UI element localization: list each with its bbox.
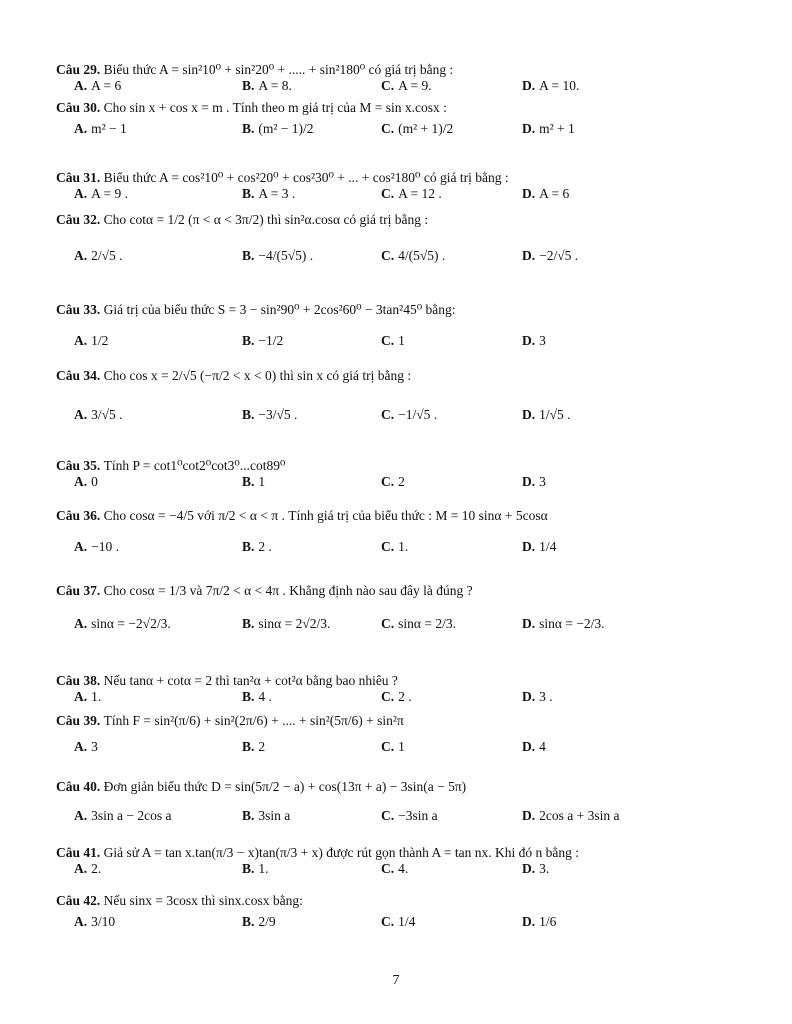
answer-option-a[interactable] [74,78,121,94]
option-text: 2 . [258,539,272,554]
option-text: 1. [258,861,269,876]
option-label: D. [522,539,536,554]
option-label: A. [74,407,88,422]
question-stem [56,713,746,729]
option-text: A = 3 . [258,186,296,201]
answer-option-c[interactable] [381,407,437,423]
answer-option-b[interactable] [242,78,292,94]
option-text: (m² + 1)/2 [398,121,454,136]
answer-option-b[interactable] [242,689,272,705]
answer-option-c[interactable] [381,248,445,264]
option-label: D. [522,474,536,489]
question-stem [56,508,746,524]
answer-option-b[interactable] [242,121,314,137]
option-label: C. [381,121,395,136]
option-text: A = 9. [398,78,432,93]
question-31 [56,170,746,204]
answer-option-c[interactable] [381,333,405,349]
option-label: A. [74,248,88,263]
answer-option-c[interactable] [381,78,432,94]
question-stem [56,779,746,795]
answer-option-b[interactable] [242,616,330,632]
option-label: B. [242,474,255,489]
question-number: Câu 35. [56,458,104,473]
answer-option-c[interactable] [381,186,442,202]
option-text: 3 [539,474,546,489]
question-stem [56,368,746,384]
option-text: A = 10. [539,78,580,93]
question-stem [56,845,746,861]
answer-option-c[interactable] [381,616,456,632]
question-number: Câu 33. [56,302,104,317]
answer-options [56,861,746,879]
option-text: 2 [398,474,405,489]
option-label: C. [381,689,395,704]
question-number: Câu 38. [56,673,104,688]
option-text: 1 [398,739,405,754]
option-text: sinα = −2√2/3. [91,616,171,631]
option-label: B. [242,689,255,704]
option-label: D. [522,248,536,263]
option-text: 3. [539,861,550,876]
option-label: D. [522,407,536,422]
answer-options [56,914,746,932]
option-label: A. [74,689,88,704]
question-number: Câu 34. [56,368,104,383]
option-text: m² + 1 [539,121,575,136]
option-text: 2cos a + 3sin a [539,808,620,823]
answer-option-c[interactable] [381,861,408,877]
option-text: 4 [539,739,546,754]
question-39 [56,713,746,757]
question-41 [56,845,746,879]
question-number: Câu 30. [56,100,104,115]
answer-option-d[interactable] [522,186,569,202]
question-text: Giả sử A = tan x.tan(π/3 − x)tan(π/3 + x) được rút gọn thành A = tan nx. Khi đó n bằng : [103,845,579,860]
answer-option-d[interactable] [522,333,546,349]
answer-option-d[interactable] [522,78,579,94]
answer-option-a[interactable] [74,333,108,349]
option-label: C. [381,186,395,201]
option-label: A. [74,861,88,876]
option-label: C. [381,808,395,823]
answer-option-b[interactable] [242,248,313,264]
option-label: D. [522,121,536,136]
option-label: C. [381,407,395,422]
answer-option-a[interactable] [74,914,115,930]
answer-option-a[interactable] [74,121,127,137]
answer-options [56,539,746,557]
answer-option-d[interactable] [522,861,549,877]
option-label: A. [74,186,88,201]
option-text: A = 12 . [398,186,442,201]
answer-option-d[interactable] [522,739,546,755]
question-38 [56,673,746,707]
answer-option-a[interactable] [74,861,101,877]
answer-option-a[interactable] [74,474,98,490]
option-text: −3/√5 . [258,407,298,422]
option-label: A. [74,121,88,136]
answer-option-a[interactable] [74,186,128,202]
option-label: A. [74,808,88,823]
question-stem [56,212,746,228]
answer-option-d[interactable] [522,914,556,930]
option-label: A. [74,333,88,348]
question-number: Câu 42. [56,893,104,908]
question-number: Câu 32. [56,212,104,227]
answer-options [56,186,746,204]
question-number: Câu 29. [56,62,104,77]
option-text: 1/4 [398,914,416,929]
option-text: 1/6 [539,914,557,929]
option-label: B. [242,616,255,631]
answer-option-d[interactable] [522,407,571,423]
question-text: Tính F = sin²(π/6) + sin²(2π/6) + .... + sin²(5π/6) + sin²π [103,713,404,728]
answer-option-a[interactable] [74,407,123,423]
option-text: (m² − 1)/2 [258,121,314,136]
question-stem [56,583,746,599]
question-text: Nếu tanα + cotα = 2 thì tan²α + cot²α bằng bao nhiêu ? [103,673,398,688]
question-text: Đơn giản biểu thức D = sin(5π/2 − a) + cos(13π + a) − 3sin(a − 5π) [103,779,467,794]
option-label: B. [242,248,255,263]
page-number: 7 [392,973,400,988]
answer-option-b[interactable] [242,333,283,349]
option-label: B. [242,739,255,754]
answer-option-d[interactable] [522,808,619,824]
option-text: m² − 1 [91,121,127,136]
option-text: 2. [91,861,102,876]
question-text: Cho sin x + cos x = m . Tính theo m giá trị của M = sin x.cosx : [103,100,447,115]
option-label: D. [522,186,536,201]
answer-options [56,808,746,826]
option-text: 3/√5 . [91,407,123,422]
option-text: 2 [258,739,266,754]
option-text: 4 . [258,689,272,704]
option-text: 3/10 [91,914,116,929]
answer-options [56,333,746,351]
question-text: Giá trị của biểu thức S = 3 − sin²90⁰ + 2cos²60⁰ − 3tan²45⁰ bằng: [103,302,456,317]
answer-option-d[interactable] [522,121,575,137]
option-text: 1/√5 . [539,407,571,422]
option-label: B. [242,407,255,422]
question-text: Cho cosα = 1/3 và 7π/2 < α < 4π . Khẳng định nào sau đây là đúng ? [103,583,473,598]
answer-option-d[interactable] [522,248,578,264]
question-text: Tính P = cot1⁰cot2⁰cot3⁰...cot89⁰ [103,458,286,473]
question-text: Cho cos x = 2/√5 (−π/2 < x < 0) thì sin x có giá trị bằng : [103,368,412,383]
question-stem [56,62,746,78]
option-text: −1/√5 . [398,407,438,422]
question-35 [56,458,746,492]
option-text: 4. [398,861,409,876]
answer-option-b[interactable] [242,186,295,202]
option-label: C. [381,616,395,631]
option-text: −1/2 [258,333,284,348]
question-number: Câu 37. [56,583,104,598]
answer-option-a[interactable] [74,248,123,264]
option-text: 3sin a [258,808,291,823]
option-text: sinα = 2√2/3. [258,616,331,631]
option-label: C. [381,474,395,489]
option-text: sinα = 2/3. [398,616,456,631]
answer-option-b[interactable] [242,739,265,755]
option-label: A. [74,616,88,631]
answer-option-d[interactable] [522,474,546,490]
option-label: A. [74,474,88,489]
option-text: 1 [258,474,266,489]
option-label: D. [522,689,536,704]
answer-option-c[interactable] [381,474,405,490]
option-text: −4/(5√5) . [258,248,314,263]
option-text: 2/9 [258,914,276,929]
option-label: D. [522,739,536,754]
option-text: A = 6 [539,186,570,201]
option-label: D. [522,616,536,631]
question-number: Câu 31. [56,170,104,185]
option-text: 2 . [398,689,412,704]
answer-options [56,474,746,492]
option-label: C. [381,739,395,754]
question-32 [56,212,746,266]
option-text: −10 . [91,539,119,554]
answer-option-d[interactable] [522,539,556,555]
question-29 [56,62,746,96]
answer-option-c[interactable] [381,121,453,137]
option-text: −3sin a [398,808,438,823]
question-number: Câu 39. [56,713,104,728]
option-text: 4/(5√5) . [398,248,446,263]
option-label: D. [522,808,536,823]
question-number: Câu 40. [56,779,104,794]
option-label: C. [381,914,395,929]
option-label: D. [522,78,536,93]
option-text: 3sin a − 2cos a [91,808,172,823]
answer-option-b[interactable] [242,861,269,877]
option-text: 1 [398,333,405,348]
option-text: −2/√5 . [539,248,579,263]
answer-options [56,78,746,96]
answer-options [56,616,746,634]
option-label: B. [242,121,255,136]
answer-option-a[interactable] [74,739,98,755]
answer-options [56,248,746,266]
option-text: 3 . [539,689,553,704]
option-label: D. [522,914,536,929]
answer-options [56,407,746,425]
option-label: A. [74,739,88,754]
question-text: Biểu thức A = cos²10⁰ + cos²20⁰ + cos²30⁰ + ... + cos²180⁰ có giá trị bằng : [103,170,509,185]
option-text: 0 [91,474,98,489]
option-text: 1/2 [91,333,109,348]
option-text: 3 [539,333,546,348]
option-text: 3 [91,739,98,754]
question-stem [56,302,746,318]
answer-option-c[interactable] [381,539,408,555]
answer-option-b[interactable] [242,407,297,423]
question-37 [56,583,746,634]
option-label: C. [381,248,395,263]
option-label: B. [242,808,255,823]
answer-option-d[interactable] [522,616,605,632]
question-33 [56,302,746,351]
question-34 [56,368,746,425]
answer-options [56,689,746,707]
answer-option-d[interactable] [522,689,553,705]
answer-option-b[interactable] [242,808,290,824]
answer-option-b[interactable] [242,539,272,555]
option-label: C. [381,333,395,348]
answer-option-c[interactable] [381,808,438,824]
option-text: A = 8. [258,78,292,93]
answer-option-c[interactable] [381,739,405,755]
question-stem [56,673,746,689]
question-number: Câu 41. [56,845,104,860]
question-stem [56,100,746,116]
option-text: A = 9 . [91,186,128,201]
question-text: Nếu sinx = 3cosx thì sinx.cosx bằng: [103,893,303,908]
option-text: 1/4 [539,539,557,554]
question-text: Cho cotα = 1/2 (π < α < 3π/2) thì sin²α.cosα có giá trị bằng : [103,212,429,227]
question-text: Cho cosα = −4/5 với π/2 < α < π . Tính giá trị của biểu thức : M = 10 sinα + 5cosα [103,508,548,523]
option-label: C. [381,539,395,554]
option-label: B. [242,78,255,93]
question-36 [56,508,746,557]
option-label: B. [242,539,255,554]
question-text: Biểu thức A = sin²10⁰ + sin²20⁰ + ..... + sin²180⁰ có giá trị bằng : [103,62,454,77]
question-40 [56,779,746,826]
question-number: Câu 36. [56,508,104,523]
option-text: sinα = −2/3. [539,616,605,631]
option-text: 2/√5 . [91,248,123,263]
option-label: A. [74,78,88,93]
option-label: A. [74,914,88,929]
option-label: B. [242,861,255,876]
answer-option-a[interactable] [74,689,101,705]
option-text: 1. [91,689,102,704]
option-label: B. [242,914,255,929]
answer-options [56,121,746,139]
option-label: B. [242,333,255,348]
option-label: B. [242,186,255,201]
question-42 [56,893,746,932]
option-label: A. [74,539,88,554]
option-text: A = 6 [91,78,122,93]
option-label: C. [381,861,395,876]
answer-option-a[interactable] [74,539,119,555]
answer-option-c[interactable] [381,914,415,930]
answer-option-b[interactable] [242,474,265,490]
question-stem [56,458,746,474]
question-30 [56,100,746,139]
option-text: 1. [398,539,409,554]
option-label: D. [522,333,536,348]
option-label: D. [522,861,536,876]
option-label: C. [381,78,395,93]
answer-option-a[interactable] [74,808,171,824]
question-stem [56,893,746,909]
answer-option-a[interactable] [74,616,171,632]
answer-options [56,739,746,757]
question-stem [56,170,746,186]
answer-option-b[interactable] [242,914,276,930]
answer-option-c[interactable] [381,689,412,705]
